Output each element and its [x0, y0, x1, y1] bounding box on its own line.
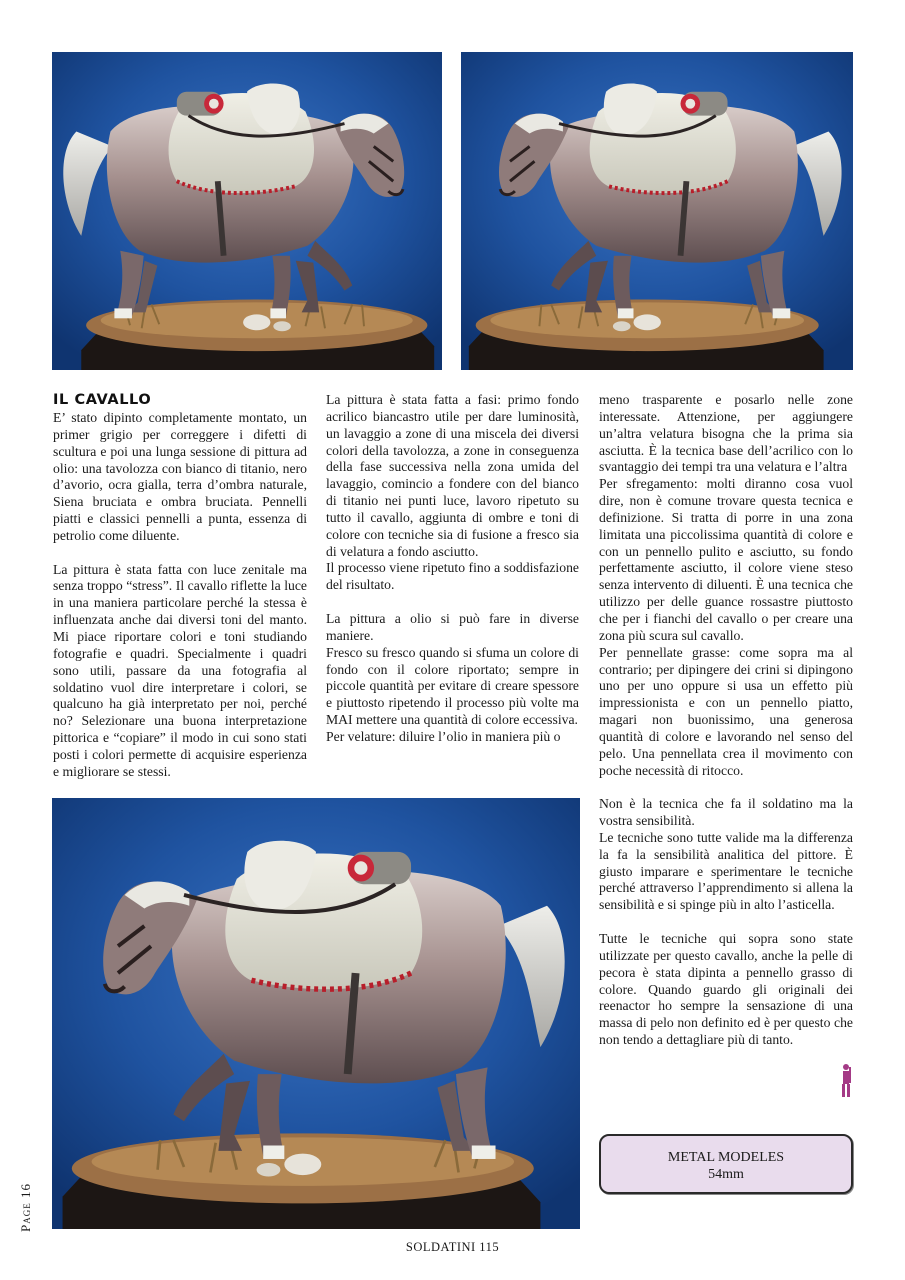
- horse-left-view-image: [52, 52, 442, 370]
- photo-horse-left-view: [52, 52, 442, 370]
- page-number: Page 16: [18, 1183, 33, 1232]
- paragraph: Il processo viene ripetuto fino a soddisfazione del risultato.: [326, 560, 579, 593]
- section-heading: IL CAVALLO: [53, 392, 152, 408]
- paragraph: meno trasparente e posarlo nelle zone interessate. Attenzione, per aggiungere un’altra velatura bisogna che la prima sia asciutta. È la tecnica base dell’acrilico con lo svantaggio dei tempi tra una velatura e l’altra: [599, 392, 853, 475]
- horse-right-view-image: [461, 52, 853, 370]
- article-column-3: [599, 392, 853, 1049]
- photo-horse-right-view: [461, 52, 853, 370]
- paragraph: La pittura è stata fatta a fasi: primo fondo acrilico biancastro utile per dare luminosità, un lavaggio a zone di una miscela dei diversi colori della tavolozza, a zone in conseguenza della fase successiva nella zona umida del lavaggio, comincio a fondere con del bianco di titanio nei punti luce, lavoro ripetuto su tutto il cavallo, aggiunta di ombre e toni di colore con tecniche sia di fusione a fresco sia di velatura a fondo asciutto.: [326, 392, 579, 559]
- horse-front-view-image: [52, 798, 580, 1229]
- model-manufacturer: METAL MODELES: [667, 1150, 785, 1165]
- paragraph: La pittura a olio si può fare in diverse maniere.: [326, 610, 579, 643]
- paragraph: La pittura è stata fatta con luce zenitale ma senza troppo “stress”. Il cavallo riflette la luce in una maniera particolare perché la stessa è influenzata anche dai diversi toni del manto. Mi piace riportare colori e toni studiando fotografie e quadri. Specialmente i quadri sono utili, passare da una fotografia al soldatino vuol dire interpretare i colori, se qualcuno ha già interpretato per noi, perché no? Selezionare una buona interpretazione pittorica e “copiare” il modo in cui sono stati posti i colori permette di acquisire esperienza e migliorare se stessi.: [53, 561, 307, 779]
- soldier-end-mark-icon: [839, 1063, 853, 1099]
- paragraph: Tutte le tecniche qui sopra sono state utilizzate per questo cavallo, anche la pelle di pecora è stata dipinta a pennello grasso di colore. Quando guardo gli originali dei reenactor ho sempre la sensazione di una massa di pelo non definito ed è per questo che non tendo a dettagliare più di tanto.: [599, 931, 853, 1048]
- paragraph: Per pennellate grasse: come sopra ma al contrario; per dipingere dei crini si dipingono uno per uno oppure si usa un effetto più impressionista e con un pennello piatto, magari non buonissimo, una generosa quantità di colore e lavorando nel senso del pelo. Una pennellata crea il movimento con poche necessità di ritocco.: [599, 644, 853, 778]
- model-info-box: [599, 1134, 853, 1194]
- paragraph: E’ stato dipinto completamente montato, un primer grigio per correggere i difetti di scultura e poi una lunga sessione di pittura ad olio: una tavolozza con bianco di titanio, nero d’avorio, ocra gialla, terra d’ombra naturale, Siena bruciata e ombra bruciata. Pennelli piatti e classici pennelli a punta, essenza di petrolio come diluente.: [53, 410, 307, 543]
- paragraph: Fresco su fresco quando si sfuma un colore di fondo con il colore riportato; sempre in piccole quantità per evitare di creare spessore e piuttosto ripetendo il processo più volte ma MAI mettere una quantità di colore eccessiva.: [326, 644, 579, 728]
- paragraph: Le tecniche sono tutte valide ma la differenza la fa la sensibilità analitica del pittore. È giusto imparare e sperimentare le tecniche perché attraverso l’apprendimento si allena la sensibilità e si spinge più in alto l’asticella.: [599, 829, 853, 913]
- article-column-2: [326, 392, 579, 746]
- photo-horse-front-view: [52, 798, 580, 1229]
- paragraph: Per velature: diluire l’olio in maniera più o: [326, 728, 561, 744]
- magazine-issue-footer: SOLDATINI 115: [405, 1240, 500, 1254]
- paragraph: Per sfregamento: molti diranno cosa vuol dire, non è comune trovare questa tecnica e definizione. Si tratta di porre in una zona limitata una piccolissima quantità di colore e con un pennello pulito e asciutto, su fondo perfettamente asciutto, il colore viene steso senza intervento di diluenti. È una tecnica che utilizzo per delle guance rossastre piuttosto che per i fianchi del cavallo o per creare una zona più scura sul cavallo.: [599, 476, 853, 643]
- paragraph: Non è la tecnica che fa il soldatino ma la vostra sensibilità.: [599, 796, 853, 829]
- model-scale: 54mm: [708, 1167, 744, 1182]
- article-column-1: [53, 392, 307, 781]
